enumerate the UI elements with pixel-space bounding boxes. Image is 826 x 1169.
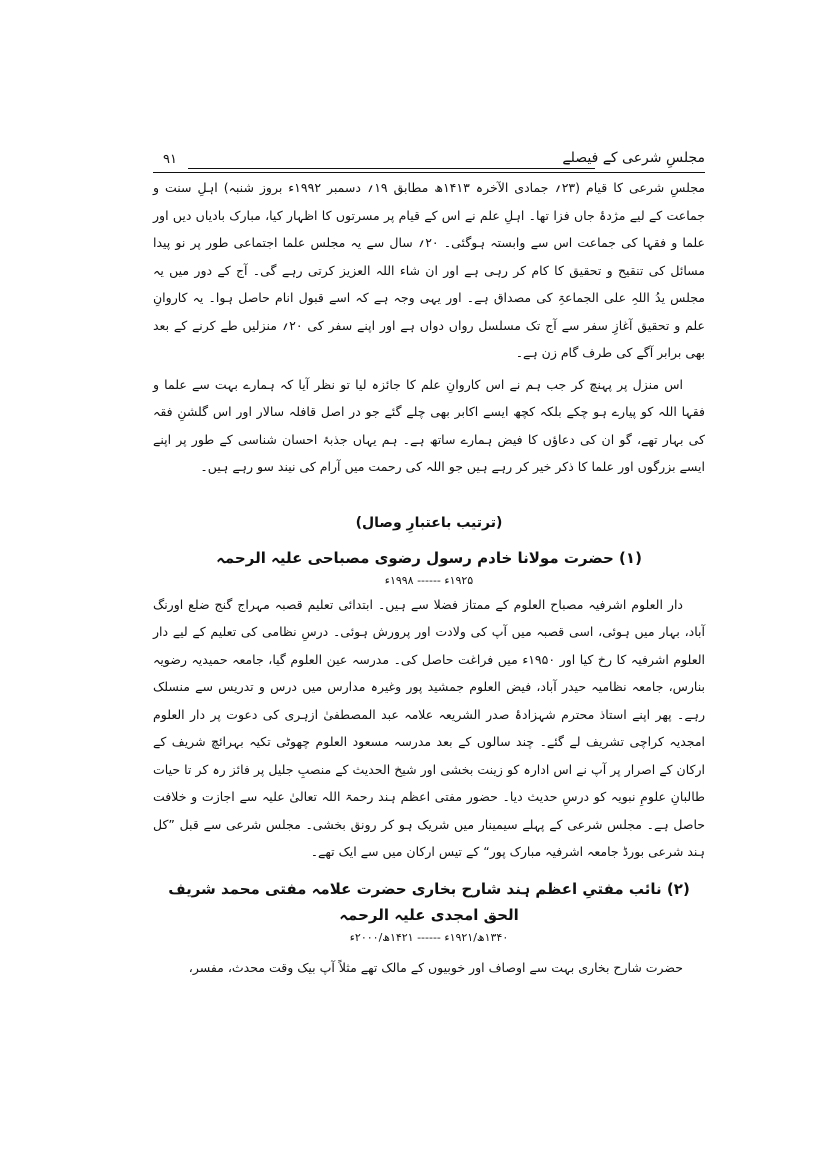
bio-heading-1: (۱) حضرت مولانا خادم رسول رضوی مصباحی علیہ الرحمہ [216,548,642,567]
text-line: العلوم جمشید پور وغیرہ مدارس میں درس و تدریس سے منسلک رہے۔ پھر اپنے استاذ محترم شہزادۂ صدر الشریعہ علامہ [153,679,706,722]
text-line: پیارے ہو چکے بلکہ کچھ ایسے اکابر بھی چلے گئے جو در اصل قافلہ سالار اور اس گلشنِ فقہ کی بہار تھے، گو ان کی دعاؤں کا [153,404,705,447]
text-line: اس منزل پر پہنچ کر جب ہم نے اس کاروانِ علم کا جائزہ لیا تو نظر آیا کہ ہمارے بہت سے علما و فقہا اللہ کو [153,376,706,419]
text-line: مبارک پور“ کے تیس ارکان میں سے ایک تھے۔ [310,844,542,859]
bio-dates-2: ۱۳۴۰ھ/۱۹۲۱ء ------ ۱۴۲۱ھ/۲۰۰۰ء [349,930,509,944]
text-line: مجلسِ شرعی کا قیام (۲۳؍ جمادی الآخرہ ۱۴۱۳ھ مطابق ۱۹؍ دسمبر ۱۹۹۲ء بروز شنبہ) اہلِ سنت و جماعت [153,180,705,223]
header-rule [188,168,595,169]
bio-dates-1: ۱۹۲۵ء ------ ۱۹۹۸ء [384,573,474,587]
text-line: چھوٹی تکیہ بہرائچ شریف کے ارکان کے اصرار پر آپ نے اس ادارہ کو زینت بخشی اور شیخ الحدیث کے منصبِ جلیل [153,734,706,777]
text-line: پر فائز رہ کر تا حیات طالبانِ علومِ نبویہ کو درسِ حدیث دیا۔ حضور مفتی اعظم ہند رحمۃ اللہ تعالیٰ علیہ سے اجازت و خلافت حاصل [153,761,705,832]
text-line: جماعت اس سے وابستہ ہوگئی۔ ۲۰؍ سال سے یہ مجلس علما اجتماعی طور پر نو پیدا مسائل کی تنقیح و تحقیق کا کام کر [153,235,705,278]
text-line: یہی وجہ ہے کہ اسے قبول انام حاصل ہوا۔ یہ کاروانِ علم و تحقیق آغازِ سفر سے آج تک مسلسل رواں دواں ہے اور اپنے [153,290,705,333]
text-line: سفر کی ۲۰؍ منزلیں طے کرنے کے بعد بھی برابر آگے کی طرف گام زن ہے۔ [153,317,705,360]
running-header [153,148,705,174]
header-rule-full [153,172,705,173]
running-title: مجلسِ شرعی کے فیصلے [562,150,705,166]
text-line: کے لیے مژدۂ جاں فزا تھا۔ اہلِ علم نے اس کے قیام پر مسرتوں کا اظہار کیا، مبارک بادیاں دیں اور علما و فقہا کی [153,207,706,250]
text-line: ۱۹۵۰ء میں فراغت حاصل کی۔ مدرسہ عین العلوم گیا، جامعہ حمیدیہ رضویہ بنارس، جامعہ نظامیہ حیدر آباد، فیض [153,651,705,694]
document-page [153,0,705,981]
text-line: رہی ہے اور ان شاء اللہ العزیز کرتی رہے گی۔ آج کے دور میں یہ مجلس یدُ اللہِ علی الجماعۃِ کی مصداق ہے۔ اور [153,262,706,305]
bio-paragraph-1 [153,591,705,866]
text-line: دار العلوم اشرفیہ مصباح العلوم کے ممتاز فضلا سے ہیں۔ ابتدائی تعلیم قصبہ مہراج گنج ضلع اورنگ آباد، بہار [153,596,705,639]
text-line: میں ہوئی، اسی قصبہ میں آپ کی ولادت اور پرورش ہوئی۔ درسِ نظامی کی تعلیم کے لیے دار العلوم اشرفیہ کا رخ کیا اور [153,624,706,667]
bio-paragraph-2 [153,954,705,982]
section-heading: (ترتیب باعتبارِ وصال) [355,514,503,531]
text-line: حضرت شارح بخاری بہت سے اوصاف اور خوبیوں کے مالک تھے مثلاً آپ بیک وقت محدث، مفسر، [188,959,683,975]
page-number: ۹۱ [163,152,177,167]
intro-paragraph-2 [153,371,705,481]
text-line: اللہ کی رحمت میں آرام کی نیند سو رہے ہیں۔ [200,459,445,474]
intro-paragraph-1 [153,174,705,367]
text-line: عبد المصطفیٰ ازہری کی دعوت پر دار العلوم امجدیہ کراچی تشریف لے گئے۔ چند سالوں کے بعد مدرسہ مسعود العلوم [153,706,705,749]
text-line: ہے۔ مجلس شرعی کے پہلے سیمینار میں شریک ہو کر رونق بخشی۔ مجلس شرعی سے قبل ”کل ہند شرعی بورڈ جامعہ اشرفیہ [153,816,705,859]
bio-heading-2: (۲) نائب مفتیِ اعظم ہند شارح بخاری حضرت علامہ مفتی محمد شریف الحق امجدی علیہ الرحمہ [168,879,690,924]
text-line: فیض ہمارے ساتھ ہے۔ ہم یہاں جذبۂ احسان شناسی کے طور پر اپنے ایسے بزرگوں اور علما کا ذکر خیر کر رہے ہیں جو [153,431,705,474]
